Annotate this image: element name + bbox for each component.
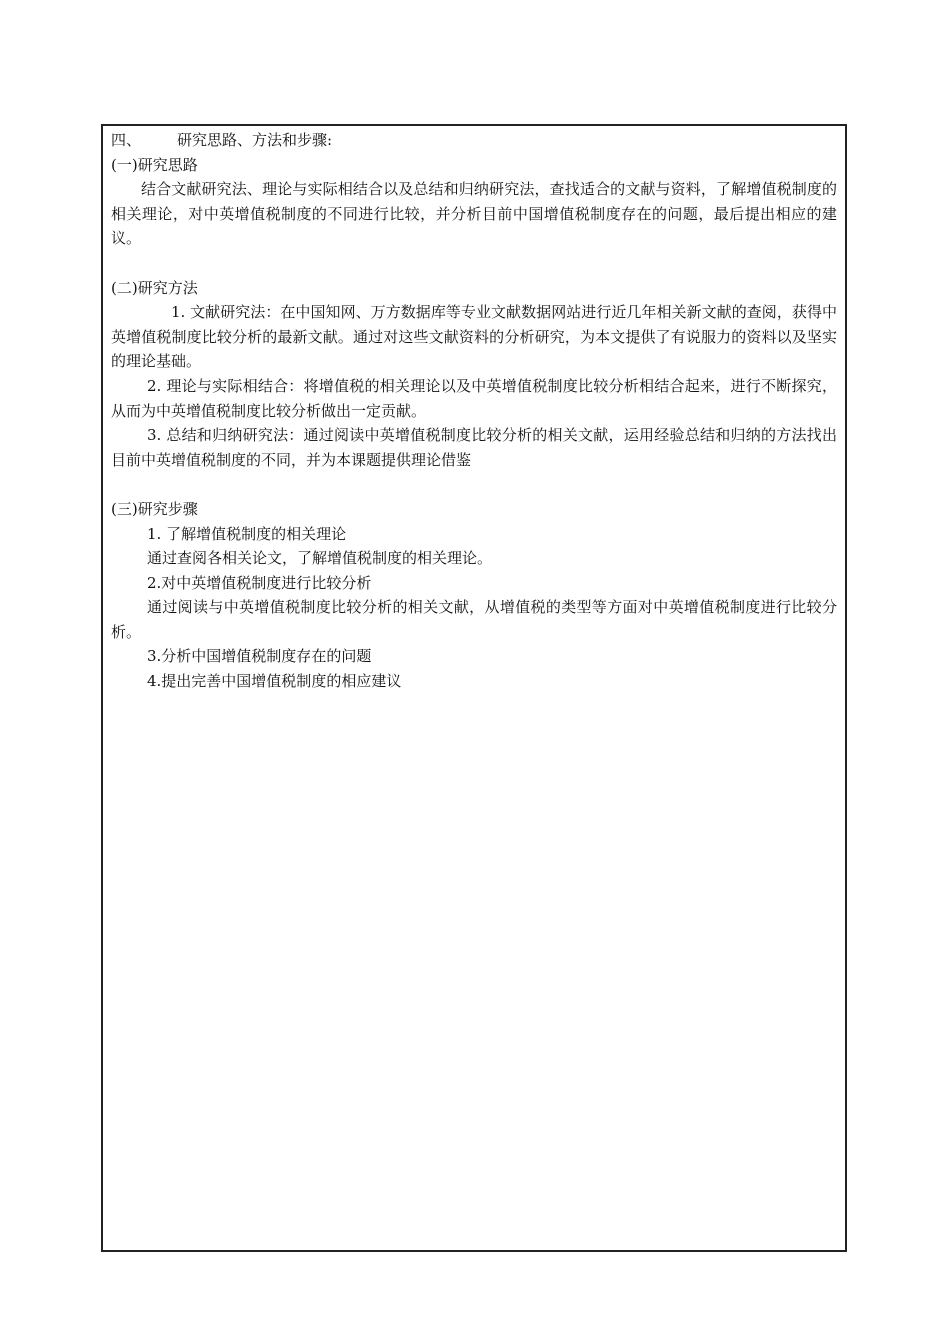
spacer bbox=[111, 472, 837, 497]
step-2-body: 通过阅读与中英增值税制度比较分析的相关文献，从增值税的类型等方面对中英增值税制度进行比较分析。 bbox=[111, 598, 837, 641]
step-3-title: 3.分析中国增值税制度存在的问题 bbox=[147, 647, 372, 666]
method-item-3: 3. 总结和归纳研究法：通过阅读中英增值税制度比较分析的相关文献，运用经验总结和归纳的方法找出目前中英增值税制度的不同，并为本课题提供理论借鉴 bbox=[111, 426, 837, 469]
section-heading bbox=[111, 128, 837, 153]
methods-heading: (二)研究方法 bbox=[111, 278, 198, 297]
method-item-1: 1. 文献研究法：在中国知网、万方数据库等专业文献数据网站进行近几年相关新文献的查阅，获得中英增值税制度比较分析的最新文献。通过对这些文献资料的分析研究，为本文提供了有说服力的资料以及坚实的理论基础。 bbox=[111, 303, 837, 371]
step-2-title: 2.对中英增值税制度进行比较分析 bbox=[147, 573, 372, 592]
section-number: 四、 bbox=[111, 131, 142, 149]
step-1-body: 通过查阅各相关论文，了解增值税制度的相关理论。 bbox=[147, 549, 493, 568]
thinking-heading: (一)研究思路 bbox=[111, 155, 198, 174]
steps-heading: (三)研究步骤 bbox=[111, 499, 198, 518]
thinking-body: 结合文献研究法、理论与实际相结合以及总结和归纳研究法，查找适合的文献与资料，了解增值税制度的相关理论，对中英增值税制度的不同进行比较，并分析目前中国增值税制度存在的问题，最后提出相应的建议。 bbox=[111, 180, 837, 248]
step-1-title: 1. 了解增值税制度的相关理论 bbox=[147, 524, 347, 543]
spacer bbox=[111, 251, 837, 276]
method-item-2: 2. 理论与实际相结合：将增值税的相关理论以及中英增值税制度比较分析相结合起来，进行不断探究，从而为中英增值税制度比较分析做出一定贡献。 bbox=[111, 376, 837, 420]
section-title: 研究思路、方法和步骤: bbox=[177, 131, 333, 149]
content-frame bbox=[101, 124, 847, 1252]
step-4-title: 4.提出完善中国增值税制度的相应建议 bbox=[147, 672, 402, 691]
